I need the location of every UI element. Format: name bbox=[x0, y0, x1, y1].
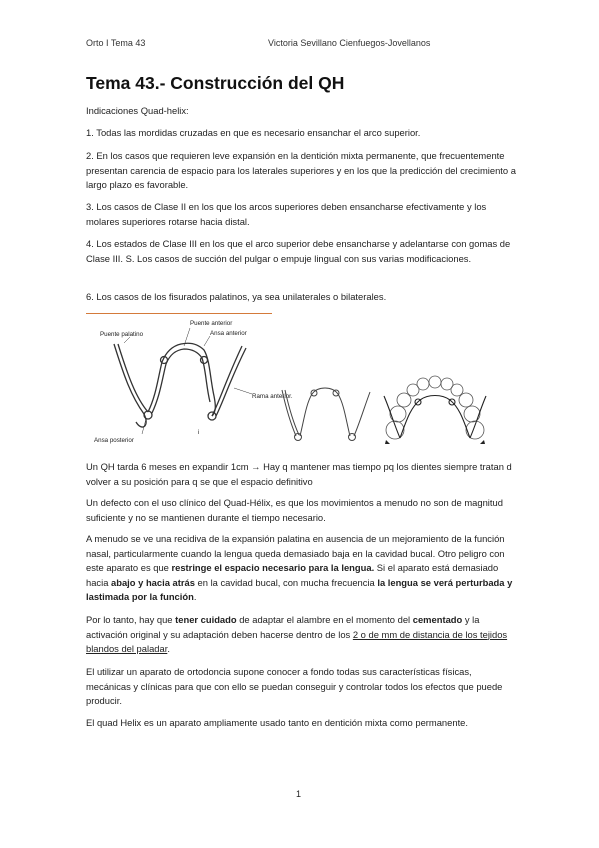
header-left: Orto I Tema 43 bbox=[86, 38, 146, 48]
paragraph-conocer: El utilizar un aparato de ortodoncia supone conocer a fondo todas sus características físicas, mecánicas y clínicas para que con ello se puedan conseguir y controlar todos los efectos que puede producir. bbox=[86, 666, 503, 707]
divider-line bbox=[86, 313, 272, 314]
label-ansa-anterior: Ansa anterior bbox=[210, 330, 247, 337]
paragraph-recidiva: A menudo se ve una recidiva de la expansión palatina en ausencia de un mejoramiento de la función nasal, particularmente cuando la lengua queda demasiado baja en la cavidad bucal. Otro peligro con este aparato es que restringe el espacio necesario para la lengua. Si el aparato está demasiado hacia abajo y hacia atrás en la cavidad bucal, con mucha frecuencia la lengua se verá perturbada y lastimada por la función. bbox=[86, 533, 513, 603]
indication-6: 6. Los casos de los fisurados palatinos, ya sea unilaterales o bilaterales. bbox=[86, 291, 387, 302]
intro-text: Indicaciones Quad-helix: bbox=[86, 105, 189, 116]
label-puente-palatino: Puente palatino bbox=[100, 331, 144, 338]
label-ansa-posterior: Ansa posterior bbox=[94, 437, 134, 444]
paragraph-defect: Un defecto con el uso clínico del Quad-Hélix, es que los movimientos a menudo no son de magnitud suficiente y no se mantienen durante el tiempo necesario. bbox=[86, 497, 503, 523]
label-puente-anterior: Puente anterior bbox=[190, 320, 233, 327]
indication-2: 2. En los casos que requieren leve expansión en la dentición mixta permanente, que frecuentemente presentan carencia de espacio para los laterales superiores y en los que la predicción del crecimiento a largo plazo es favorable. bbox=[86, 150, 516, 191]
paragraph-cuidado: Por lo tanto, hay que tener cuidado de adaptar el alambre en el momento del cementado y la activación original y su adaptación deben hacerse dentro de los 2 o de mm de distancia de los tejidos blandos del paladar. bbox=[86, 614, 508, 655]
arch-with-quad-helix-figure bbox=[380, 374, 490, 450]
label-rama-anterior: Rama anterior. bbox=[252, 393, 293, 400]
indication-3: 3. Los casos de Clase II en los que los arcos superiores deben ensancharse efectivamente y los molares superiores rotarse hacia distal. bbox=[86, 201, 487, 227]
quad-helix-wire-figure bbox=[276, 378, 376, 448]
quad-helix-labelled-figure bbox=[86, 316, 293, 446]
label-small-mark: i bbox=[198, 429, 200, 436]
paragraph-quad-helix: El quad Helix es un aparato ampliamente usado tanto en dentición mixta como permanente. bbox=[86, 717, 468, 728]
page-title: Tema 43.- Construcción del QH bbox=[86, 73, 345, 93]
header-right: Victoria Sevillano Cienfuegos-Jovellanos bbox=[268, 38, 431, 48]
indication-4: 4. Los estados de Clase III en los que el arco superior debe ensancharse y adelantarse con gomas de Clase III. S. Los casos de succión del pulgar o empuje lingual con sus varias modificaciones. bbox=[86, 238, 511, 264]
page-number: 1 bbox=[296, 789, 302, 799]
paragraph-qh-time: Un QH tarda 6 meses en expandir 1cm → Hay q mantener mas tiempo pq los dientes siempre tratan d volver a su posición para q se que el espacio definitivo bbox=[86, 461, 512, 487]
indication-1: 1. Todas las mordidas cruzadas en que es necesario ensanchar el arco superior. bbox=[86, 127, 421, 138]
